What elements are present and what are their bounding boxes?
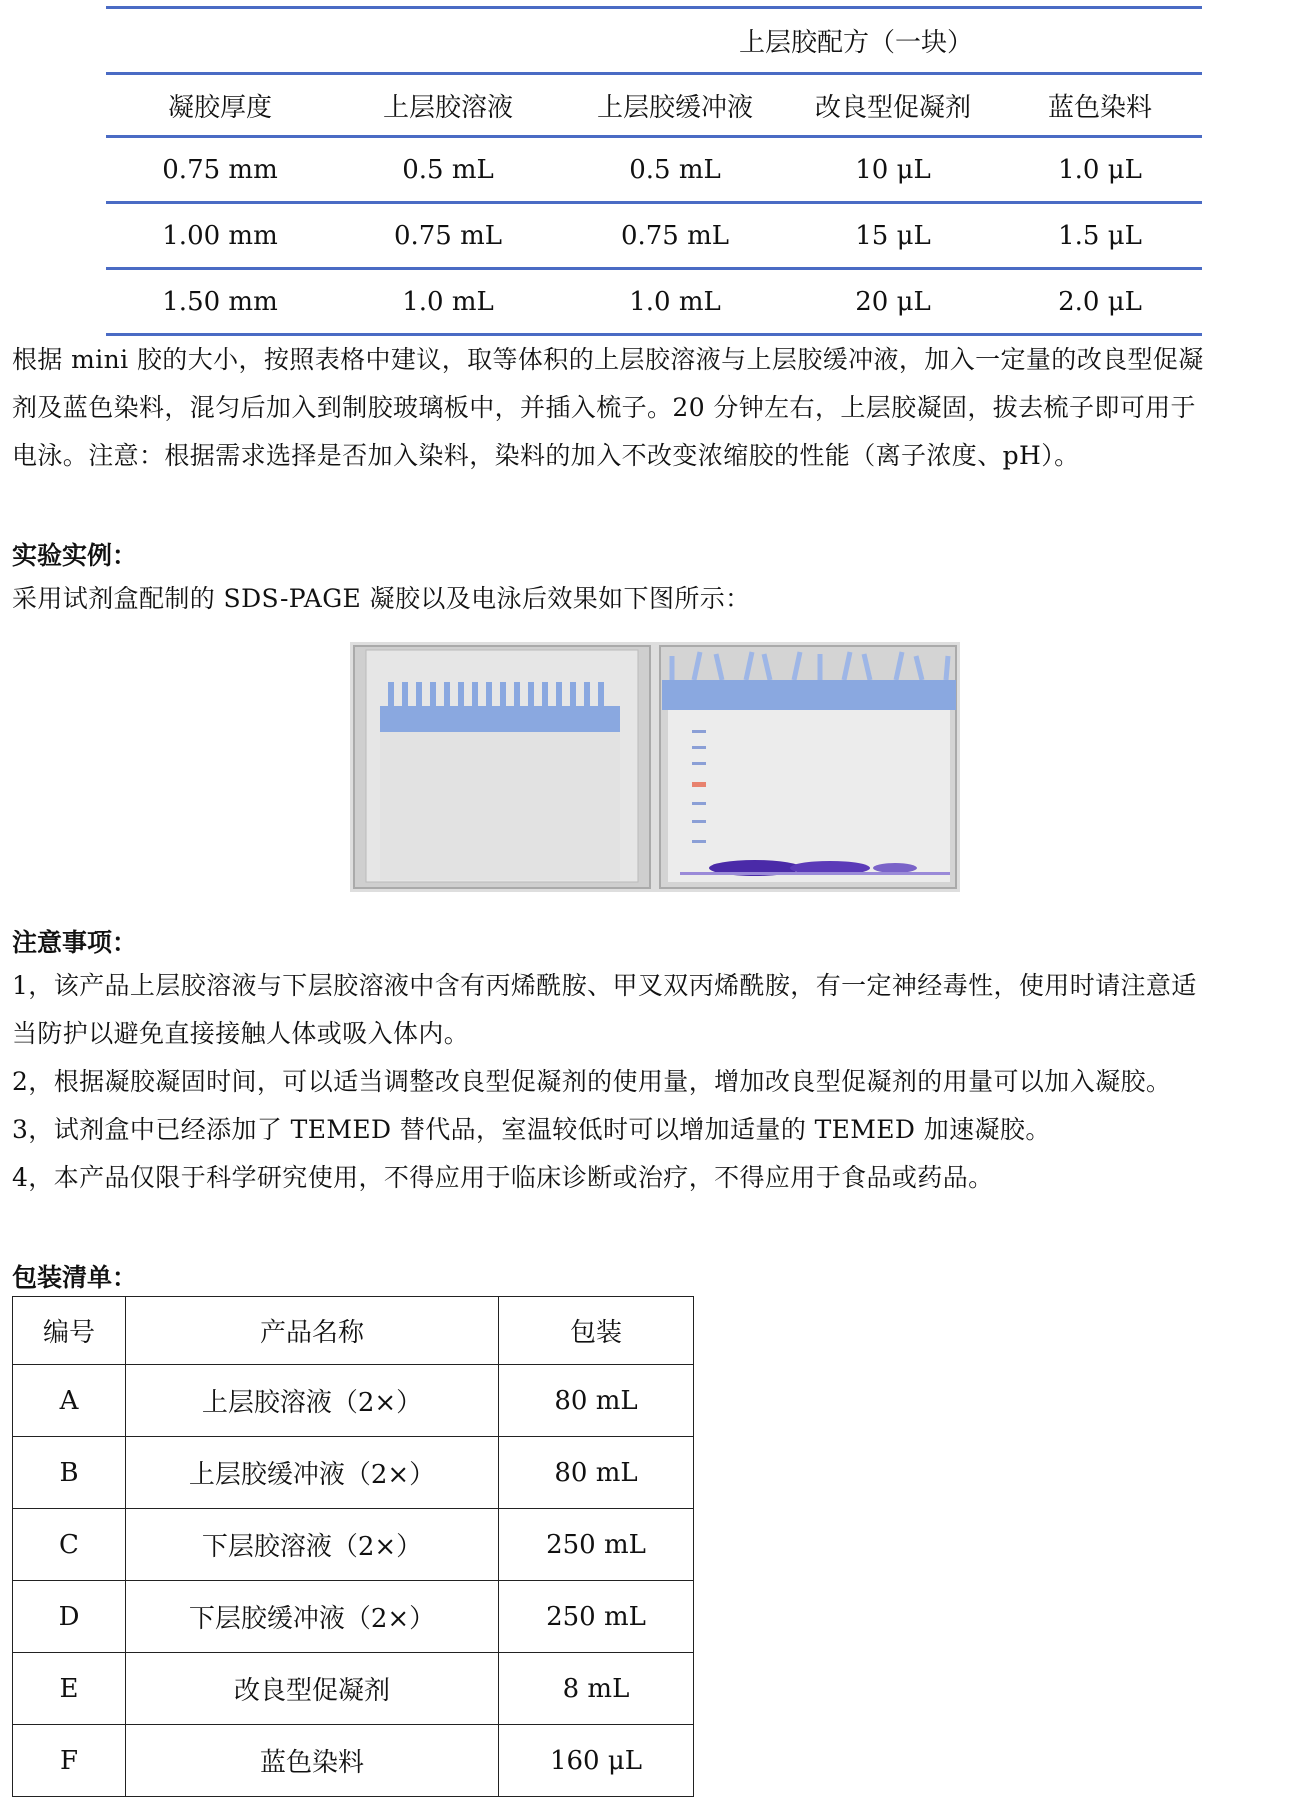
table-cell: 160 μL (499, 1725, 694, 1797)
table-cell: B (13, 1437, 126, 1509)
table-header-row (13, 1297, 694, 1365)
table-row (13, 1365, 694, 1437)
example-heading: 实验实例： (12, 541, 138, 570)
table-cell: 1.00 mm (162, 220, 278, 251)
table-title-row (106, 9, 1202, 72)
paragraph-line: 电泳。注意：根据需求选择是否加入染料，染料的加入不改变浓缩胶的性能（离子浓度、pH）。 (12, 441, 1080, 470)
note-item: 2，根据凝胶凝固时间，可以适当调整改良型促凝剂的使用量，增加改良型促凝剂的用量可以加入凝胶。 (12, 1067, 1172, 1096)
paragraph-line: 剂及蓝色染料，混匀后加入到制胶玻璃板中，并插入梳子。20 分钟左右，上层胶凝固，拔去梳子即可用于 (12, 393, 1196, 422)
table-cell: D (13, 1581, 126, 1653)
table-row (106, 204, 1202, 267)
stacking-gel-formula-table (106, 6, 1202, 336)
table-cell: 1.0 mL (402, 286, 494, 317)
table-row (13, 1653, 694, 1725)
table-title: 上层胶配方（一块） (738, 28, 973, 58)
table-cell: 10 μL (855, 154, 931, 185)
paragraph-line: 根据 mini 胶的大小，按照表格中建议，取等体积的上层胶溶液与上层胶缓冲液，加入一定量的改良型促凝 (12, 345, 1204, 374)
note-item: 当防护以避免直接接触人体或吸入体内。 (12, 1019, 470, 1048)
table-cell: 1.5 μL (1058, 220, 1142, 251)
header-cell: 上层胶缓冲液 (596, 92, 753, 123)
packing-list-table (12, 1296, 694, 1797)
table-cell: 2.0 μL (1058, 286, 1142, 317)
table-cell: 0.75 mL (620, 220, 730, 251)
instructions-paragraph (12, 336, 1302, 480)
note-item: 4，本产品仅限于科学研究使用，不得应用于临床诊断或治疗，不得应用于食品或药品。 (12, 1163, 994, 1192)
note-item: 3，试剂盒中已经添加了 TEMED 替代品，室温较低时可以增加适量的 TEMED 加速凝胶。 (12, 1115, 1051, 1144)
packing-heading: 包装清单： (12, 1263, 138, 1292)
table-cell: 下层胶缓冲液（2×） (126, 1581, 499, 1653)
table-cell: 0.75 mm (162, 154, 278, 185)
table-cell: 250 mL (499, 1509, 694, 1581)
table-cell: 改良型促凝剂 (126, 1653, 499, 1725)
header-cell: 改良型促凝剂 (814, 92, 971, 123)
header-cell: 凝胶厚度 (167, 92, 272, 123)
table-cell: 1.0 mL (629, 286, 721, 317)
gel-electrophoresis-photo (350, 642, 960, 892)
notes-heading: 注意事项： (12, 928, 138, 957)
header-cell: 蓝色染料 (1047, 92, 1152, 123)
header-cell: 上层胶溶液 (382, 92, 513, 123)
table-cell: 上层胶溶液（2×） (126, 1365, 499, 1437)
table-row (13, 1437, 694, 1509)
table-cell: 0.5 mL (629, 154, 721, 185)
header-cell: 产品名称 (126, 1297, 499, 1365)
table-cell: 上层胶缓冲液（2×） (126, 1437, 499, 1509)
table-cell: 80 mL (499, 1437, 694, 1509)
table-header-row (106, 75, 1202, 135)
table-cell: F (13, 1725, 126, 1797)
table-cell: 20 μL (855, 286, 931, 317)
table-row (106, 270, 1202, 333)
table-cell: 下层胶溶液（2×） (126, 1509, 499, 1581)
table-cell: 0.75 mL (393, 220, 503, 251)
example-text (12, 575, 1302, 623)
table-cell: 0.5 mL (402, 154, 494, 185)
header-cell: 包装 (499, 1297, 694, 1365)
table-cell: 1.0 μL (1058, 154, 1142, 185)
paragraph-line: 采用试剂盒配制的 SDS-PAGE 凝胶以及电泳后效果如下图所示： (12, 584, 751, 613)
table-row (13, 1725, 694, 1797)
note-item: 1，该产品上层胶溶液与下层胶溶液中含有丙烯酰胺、甲叉双丙烯酰胺，有一定神经毒性，使用时请注意适 (12, 971, 1197, 1000)
table-cell: E (13, 1653, 126, 1725)
table-cell: 250 mL (499, 1581, 694, 1653)
table-cell: 蓝色染料 (126, 1725, 499, 1797)
table-cell: C (13, 1509, 126, 1581)
table-row (13, 1509, 694, 1581)
table-cell: 8 mL (499, 1653, 694, 1725)
header-cell: 编号 (13, 1297, 126, 1365)
table-row (106, 138, 1202, 201)
table-row (13, 1581, 694, 1653)
table-cell: 15 μL (855, 220, 931, 251)
table-cell: A (13, 1365, 126, 1437)
notes-list (12, 962, 1302, 1202)
table-cell: 80 mL (499, 1365, 694, 1437)
table-cell: 1.50 mm (162, 286, 278, 317)
